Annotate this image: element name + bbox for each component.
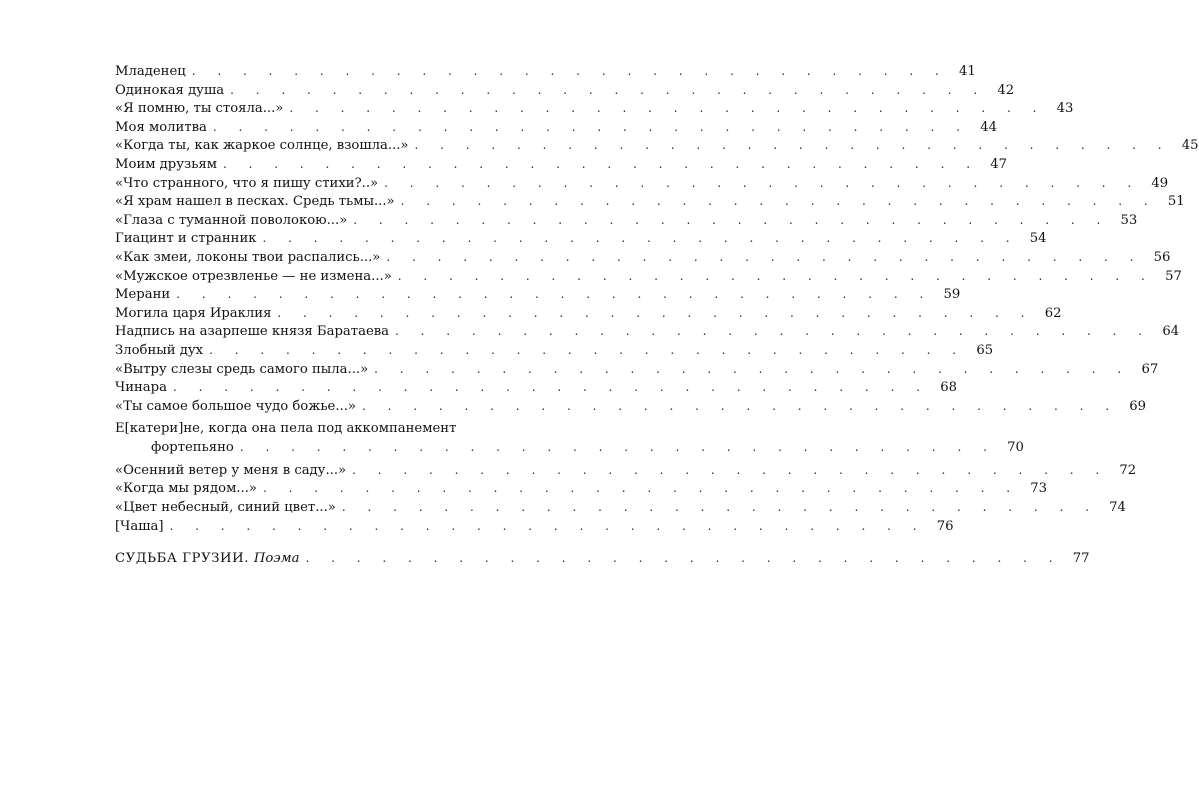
toc-section-title: СУДЬБА ГРУЗИИ. Поэма (115, 551, 300, 567)
toc-entry-title: Моя молитва (115, 119, 207, 135)
toc-entry (115, 267, 1182, 286)
toc-entry (115, 498, 1126, 517)
leader-dots: . . . . . . . . . . . . . . . . . . . . . . . . . . . . . . (277, 305, 1034, 320)
toc-entry (115, 118, 997, 137)
toc-entry (115, 461, 1137, 480)
leader-dots: . . . . . . . . . . . . . . . . . . . . . . . . . . . . . . (305, 551, 1062, 566)
toc-page-number: 42 (997, 82, 1015, 98)
toc-entry (115, 99, 1074, 118)
toc-entry-title: Гиацинт и странник (115, 231, 257, 247)
toc-entries (115, 461, 1137, 535)
toc-entry-title: Чинара (115, 380, 167, 396)
toc-page-number: 67 (1141, 361, 1159, 377)
toc-page-number: 47 (990, 156, 1008, 172)
leader-dots: . . . . . . . . . . . . . . . . . . . . . . . . . . . . . . (262, 231, 1019, 246)
toc-page-number: 76 (936, 518, 954, 534)
leader-dots: . . . . . . . . . . . . . . . . . . . . . . . . . . . . . . (191, 64, 948, 78)
toc-page-number: 57 (1165, 268, 1182, 284)
toc-entry-title: «Ты самое большое чудо божье...» (115, 398, 356, 414)
toc-entry-title: «Глаза с туманной поволокою...» (115, 212, 348, 228)
toc-entry-title: Могила царя Ираклия (115, 305, 272, 321)
leader-dots: . . . . . . . . . . . . . . . . . . . . . . . . . . . . . . (209, 342, 966, 357)
leader-dots: . . . . . . . . . . . . . . . . . . . . . . . . . . . . . . (384, 175, 1141, 190)
leader-dots: . . . . . . . . . . . . . . . . . . . . . . . . . . . . . . (341, 500, 1098, 515)
toc-entry-title: «Когда ты, как жаркое солнце, взошла...» (115, 138, 409, 154)
toc-entry-title: «Вытру слезы средь самого пыла...» (115, 361, 369, 377)
toc-page-number: 59 (943, 287, 961, 303)
toc-entry (115, 81, 1015, 100)
leader-dots: . . . . . . . . . . . . . . . . . . . . . . . . . . . . . . (230, 82, 987, 97)
toc-entry (115, 136, 1199, 155)
toc-page-number: 49 (1151, 175, 1169, 191)
toc-entry (115, 397, 1147, 416)
leader-dots: . . . . . . . . . . . . . . . . . . . . . . . . . . . . . . (397, 268, 1154, 283)
toc-entry-title: «Цвет небесный, синий цвет...» (115, 500, 336, 516)
toc-entry (115, 479, 1048, 498)
leader-dots: . . . . . . . . . . . . . . . . . . . . . . . . . . . . . . (239, 440, 996, 455)
toc-page-number: 77 (1072, 551, 1090, 567)
toc-entry (115, 341, 994, 360)
toc-entry-title: «Осенний ветер у меня в саду...» (115, 462, 347, 478)
leader-dots: . . . . . . . . . . . . . . . . . . . . . . . . . . . . . . (262, 481, 1020, 496)
leader-dots: . . . . . . . . . . . . . . . . . . . . . . . . . . . . . . (353, 212, 1110, 227)
leader-dots: . . . . . . . . . . . . . . . . . . . . . . . . . . . . . . (222, 156, 980, 171)
toc-entry-title: Злобный дух (115, 342, 204, 358)
toc-entry-title: «Как змеи, локоны твои распались...» (115, 249, 381, 265)
toc-entry-title: «Что странного, что я пишу стихи?..» (115, 175, 379, 191)
toc-entry-wrapped-line2 (115, 438, 1024, 457)
toc-page-number: 72 (1119, 462, 1137, 478)
toc-entry-wrapped-line1 (115, 419, 515, 438)
toc-entry-title: Надпись на азарпеше князя Баратаева (115, 324, 390, 340)
leader-dots: . . . . . . . . . . . . . . . . . . . . . . . . . . . . . . (374, 361, 1131, 376)
toc-page-number: 69 (1129, 398, 1147, 414)
toc-entry-title: Мерани (115, 287, 171, 303)
leader-dots: . . . . . . . . . . . . . . . . . . . . . . . . . . . . . . (169, 518, 926, 533)
leader-dots: . . . . . . . . . . . . . . . . . . . . . . . . . . . . . . (352, 462, 1109, 477)
leader-dots: . . . . . . . . . . . . . . . . . . . . . . . . . . . . . . (395, 324, 1152, 339)
leader-dots: . . . . . . . . . . . . . . . . . . . . . . . . . . . . . . (289, 101, 1046, 116)
leader-dots: . . . . . . . . . . . . . . . . . . . . . . . . . . . . . . (172, 380, 930, 395)
toc-entry (115, 229, 1047, 248)
toc-entry (115, 155, 1008, 174)
toc-page-number: 44 (980, 119, 997, 135)
toc-section-entry (115, 549, 1090, 568)
toc-entry (115, 322, 1180, 341)
toc-entry-title: Одинокая душа (115, 82, 225, 98)
toc-entry-title: «Я помню, ты стояла...» (115, 101, 284, 117)
leader-dots: . . . . . . . . . . . . . . . . . . . . . . . . . . . . . . (362, 398, 1119, 413)
toc-entry (115, 62, 976, 81)
toc-page-number: 54 (1029, 231, 1047, 247)
toc-page-number: 74 (1109, 500, 1126, 516)
toc-page-number: 51 (1167, 194, 1185, 210)
toc-entry-title: Е[катери]не, когда она пела под аккомпанемент (115, 421, 457, 437)
toc-entry (115, 378, 958, 397)
toc-entry-title: «Мужское отрезвленье — не измена...» (115, 268, 392, 284)
toc-entry (115, 211, 1138, 230)
toc-page-number: 64 (1162, 324, 1180, 340)
leader-dots: . . . . . . . . . . . . . . . . . . . . . . . . . . . . . . (400, 194, 1157, 209)
toc-entry (115, 360, 1159, 379)
toc-page-number: 45 (1181, 138, 1199, 154)
toc-section-subtitle: Поэма (253, 551, 300, 567)
table-of-contents (115, 62, 1199, 568)
toc-page-number: 43 (1056, 101, 1074, 117)
toc-entry (115, 192, 1185, 211)
toc-page-number: 53 (1120, 212, 1138, 228)
toc-entry-title: [Чаша] (115, 518, 164, 534)
toc-entry (115, 285, 961, 304)
leader-dots: . . . . . . . . . . . . . . . . . . . . . . . . . . . . . . (414, 138, 1171, 153)
toc-entry (115, 517, 954, 536)
toc-page-number: 41 (959, 64, 976, 79)
toc-page-number: 68 (940, 380, 958, 396)
toc-entry (115, 304, 1062, 323)
leader-dots: . . . . . . . . . . . . . . . . . . . . . . . . . . . . . . (386, 249, 1143, 264)
toc-entry-title: фортепьяно (151, 440, 234, 456)
toc-entry-title: Младенец (115, 64, 186, 79)
toc-page-number: 56 (1153, 249, 1171, 265)
toc-page-number: 73 (1030, 481, 1048, 497)
toc-entry-title: Моим друзьям (115, 156, 217, 172)
toc-page-number: 65 (976, 342, 994, 358)
leader-dots: . . . . . . . . . . . . . . . . . . . . . . . . . . . . . . (176, 287, 933, 302)
toc-entry-title: «Когда мы рядом...» (115, 481, 257, 497)
toc-page-number: 62 (1044, 305, 1062, 321)
toc-page-number: 70 (1007, 440, 1024, 456)
toc-entry (115, 174, 1169, 193)
toc-entry-title: «Я храм нашел в песках. Средь тьмы...» (115, 194, 395, 210)
toc-entries (115, 62, 1199, 415)
leader-dots: . . . . . . . . . . . . . . . . . . . . . . . . . . . . . . (212, 119, 969, 134)
toc-entry (115, 248, 1171, 267)
